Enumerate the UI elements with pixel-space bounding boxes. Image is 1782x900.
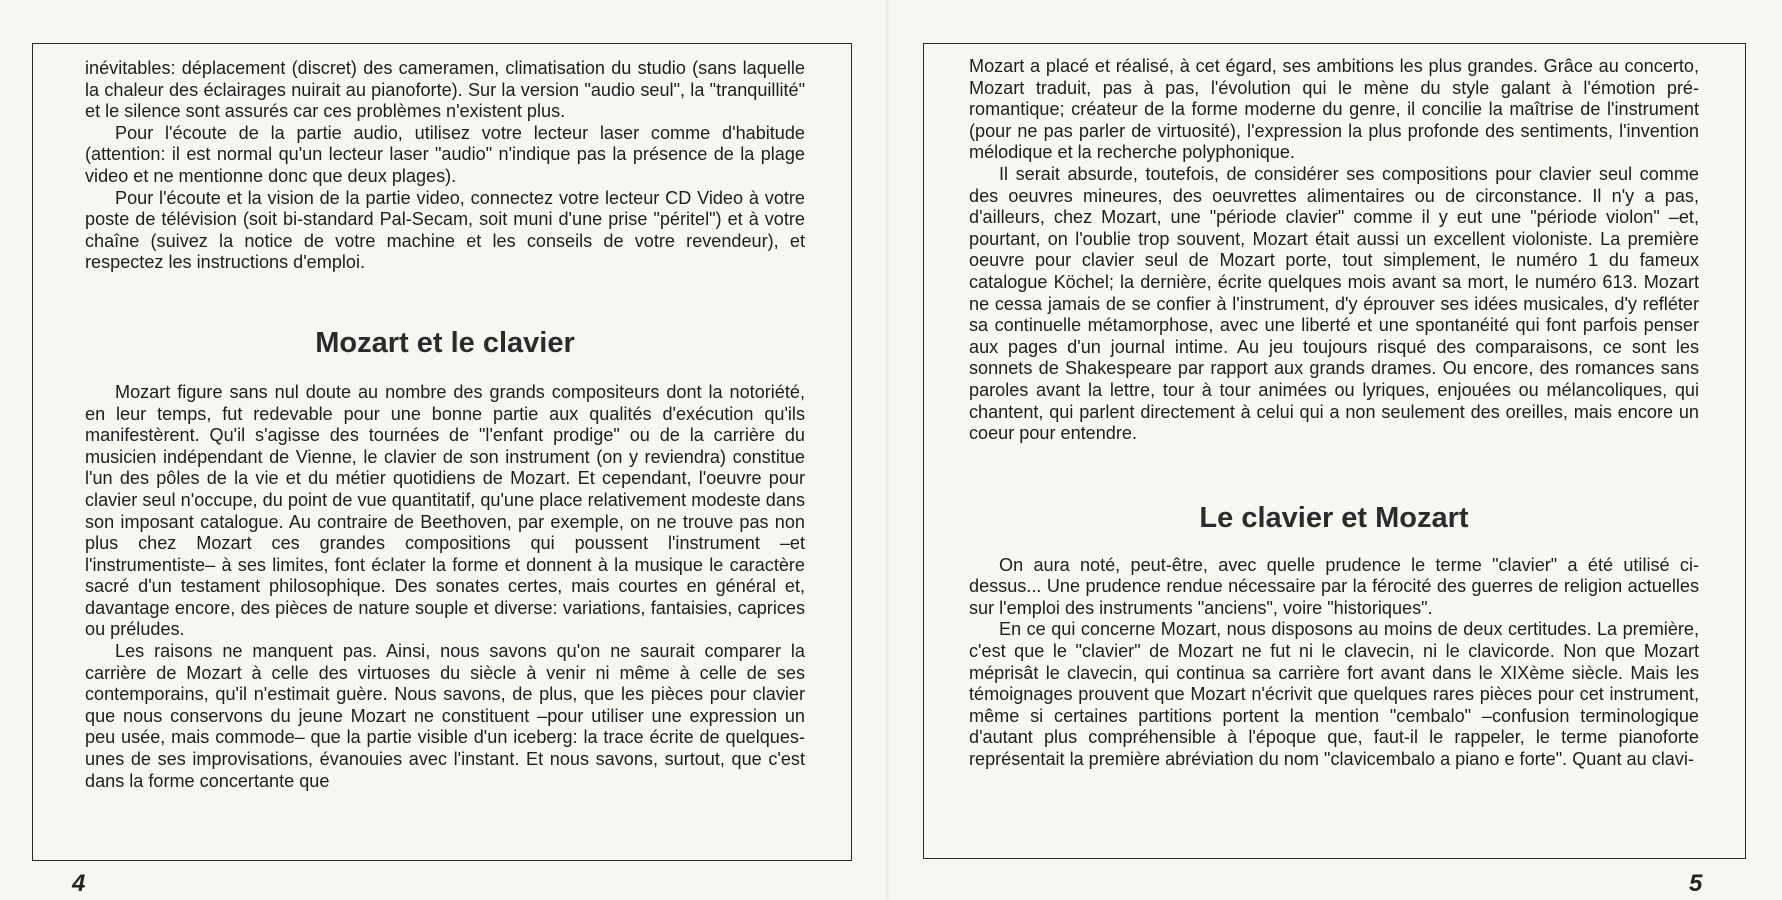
paragraph: Mozart a placé et réalisé, à cet égard, ses ambitions les plus grandes. Grâce au concerto, Mozart traduit, pas à pas, l'évolution qui le mène du style galant à l'émotion pré-romantique; créateur de la forme moderne du genre, il concilie la maîtrise de l'instrument (pour ne pas parler de virtuosité), l'expression la plus profonde des sentiments, l'invention mélodique et la recherche polyphonique. [969, 56, 1699, 163]
page-number: 4 [72, 870, 86, 897]
paragraph: Mozart figure sans nul doute au nombre des grands compositeurs dont la notoriété, en leur temps, fut redevable pour une bonne partie aux qualités d'exécution qu'ils manifestèrent. Qu'il s'agisse des tournées de "l'enfant prodige" ou de la carrière du musicien indépendant de Vienne, le clavier de son instrument (on y reviendra) constitue l'un des pôles de la vie et du métier quotidiens de Mozart. Et cependant, l'oeuvre pour clavier seul n'occupe, du point de vue quantitatif, qu'une place relativement modeste dans son imposant catalogue. Au contraire de Beethoven, par exemple, on ne trouve pas non plus chez Mozart ces grandes compositions qui poussent l'instrument –et l'instrumentiste– à ses limites, font éclater la forme et donnent à la musique le caractère sacré d'un testament philosophique. Des sonates certes, mais courtes en général et, davantage encore, des pièces de nature souple et diverse: variations, fantaisies, caprices ou préludes. [85, 381, 805, 640]
paragraph: Pour l'écoute et la vision de la partie video, connectez votre lecteur CD Video à votre poste de télévision (soit bi-standard Pal-Secam, soit muni d'une prise "péritel") et à votre chaîne (suivez la notice de votre machine et les conseils de votre revendeur), et respectez les instructions d'emploi. [85, 187, 805, 273]
paragraph: Pour l'écoute de la partie audio, utilisez votre lecteur laser comme d'habitude (attention: il est normal qu'un lecteur laser "audio" n'indique pas la présence de la plage video et ne mentionne donc que deux plages). [85, 122, 805, 186]
section-heading: Le clavier et Mozart [1199, 501, 1469, 534]
page-number: 5 [1689, 870, 1703, 897]
right-text-frame [923, 43, 1746, 859]
paragraph: On aura noté, peut-être, avec quelle prudence le terme "clavier" a été utilisé ci-dessus... Une prudence rendue nécessaire par la férocité des guerres de religion actuelles sur l'emploi des instruments "anciens", voire "historiques". [969, 554, 1699, 618]
paragraph: En ce qui concerne Mozart, nous disposons au moins de deux certitudes. La première, c'est que le "clavier" de Mozart ne fut ni le clavecin, ni le clavicorde. Non que Mozart méprisât le clavecin, qui continua sa carrière fort avant dans le XIXème siècle. Mais les témoignages prouvent que Mozart n'écrivit que quelques rares pièces pour cet instrument, même si certaines partitions portent la mention "cembalo" –confusion terminologique d'autant plus compréhensible à l'époque que, faut-il le rappeler, le terme pianoforte représentait la première abréviation du nom "clavicembalo a piano e forte". Quant au clavi- [969, 619, 1699, 770]
paragraph: Les raisons ne manquent pas. Ainsi, nous savons qu'on ne saurait comparer la carrière de Mozart à celle des virtuoses du siècle à venir ni même à celle de ses contemporains, qu'il n'estimait guère. Nous savons, de plus, que les pièces pour clavier que nous conservons du jeune Mozart ne constituent –pour utiliser une expression un peu usée, mais commode– que la partie visible d'un iceberg: la trace écrite de quelques-unes de ses improvisations, évanouies avec l'instant. Et nous savons, surtout, que c'est dans la forme concertante que [85, 641, 805, 791]
section-heading: Mozart et le clavier [315, 326, 575, 359]
paragraph: inévitables: déplacement (discret) des cameramen, climatisation du studio (sans laquelle la chaleur des éclairages nuirait au pianoforte). Sur la version "audio seul", la "tranquillité" et le silence sont assurés car ces problèmes n'existent plus. [85, 58, 805, 122]
left-text-frame [32, 43, 852, 861]
paragraph: Il serait absurde, toutefois, de considérer ses compositions pour clavier seul comme des oeuvres mineures, des oeuvrettes alimentaires ou de circonstance. Il n'y a pas, d'ailleurs, chez Mozart, une "période clavier" comme il y eut une "période violon" –et, pourtant, on l'oublie trop souvent, Mozart était aussi un excellent violoniste. La première oeuvre pour clavier seul de Mozart porte, tout simplement, le numéro 1 du fameux catalogue Köchel; la dernière, écrite quelques mois avant sa mort, le numéro 613. Mozart ne cessa jamais de se confier à l'instrument, d'y éprouver ses idées musicales, d'y refléter sa continuelle métamorphose, avec une liberté et une spontanéité qui font parfois penser aux pages d'un journal intime. Au jeu toujours risqué des comparaisons, ce sont les sonnets de Shakespeare par rapport aux grands drames. Ou encore, des romances sans paroles avant la lettre, tour à tour animées ou lyriques, enjouées ou mélancoliques, qui chantent, qui parlent directement à celui qui a non seulement des oreilles, mais encore un coeur pour entendre. [969, 163, 1699, 444]
right-page [891, 0, 1782, 900]
